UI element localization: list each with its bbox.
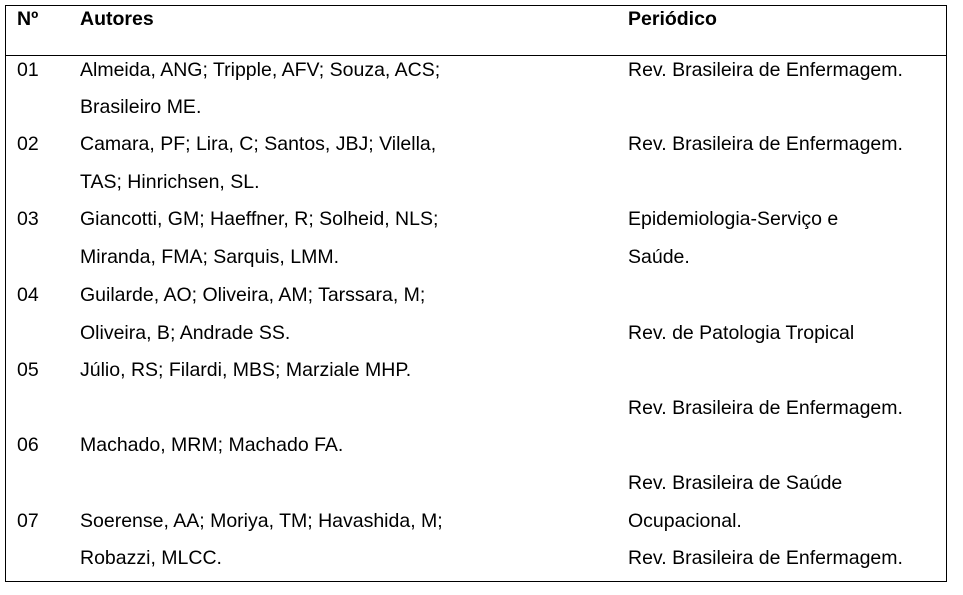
row-authors-line: Oliveira, B; Andrade SS. [80,322,291,344]
row-authors-line: Camara, PF; Lira, C; Santos, JBJ; Vilella, [80,133,437,155]
row-number: 04 [17,284,39,306]
row-number: 07 [17,510,39,532]
row-authors-line: Brasileiro ME. [80,96,202,118]
row-journal-line: Epidemiologia-Serviço e [628,208,839,230]
row-authors-line: Machado, MRM; Machado FA. [80,434,344,456]
header-journal: Periódico [628,8,717,30]
row-number: 02 [17,133,39,155]
row-journal-line: Rev. Brasileira de Enfermagem. [628,133,903,155]
row-journal-line: Rev. de Patologia Tropical [628,322,855,344]
row-number: 05 [17,359,39,381]
row-authors-line: Almeida, ANG; Tripple, AFV; Souza, ACS; [80,59,441,81]
row-number: 01 [17,59,39,81]
row-authors-line: Júlio, RS; Filardi, MBS; Marziale MHP. [80,359,412,381]
row-journal-line: Rev. Brasileira de Saúde [628,472,843,494]
row-authors-line: Miranda, FMA; Sarquis, LMM. [80,246,339,268]
row-journal-line: Saúde. [628,246,690,268]
header-authors: Autores [80,8,154,30]
row-authors-line: TAS; Hinrichsen, SL. [80,171,260,193]
row-journal-line: Rev. Brasileira de Enfermagem. [628,397,903,419]
row-authors-line: Robazzi, MLCC. [80,547,222,569]
row-number: 06 [17,434,39,456]
row-journal-line: Ocupacional. [628,510,742,532]
row-journal-line: Rev. Brasileira de Enfermagem. [628,59,903,81]
row-number: 03 [17,208,39,230]
row-authors-line: Giancotti, GM; Haeffner, R; Solheid, NLS; [80,208,439,230]
row-journal-line: Rev. Brasileira de Enfermagem. [628,547,903,569]
header-divider [5,55,947,56]
row-authors-line: Soerense, AA; Moriya, TM; Havashida, M; [80,510,443,532]
header-number: Nº [17,8,39,30]
row-authors-line: Guilarde, AO; Oliveira, AM; Tarssara, M; [80,284,426,306]
